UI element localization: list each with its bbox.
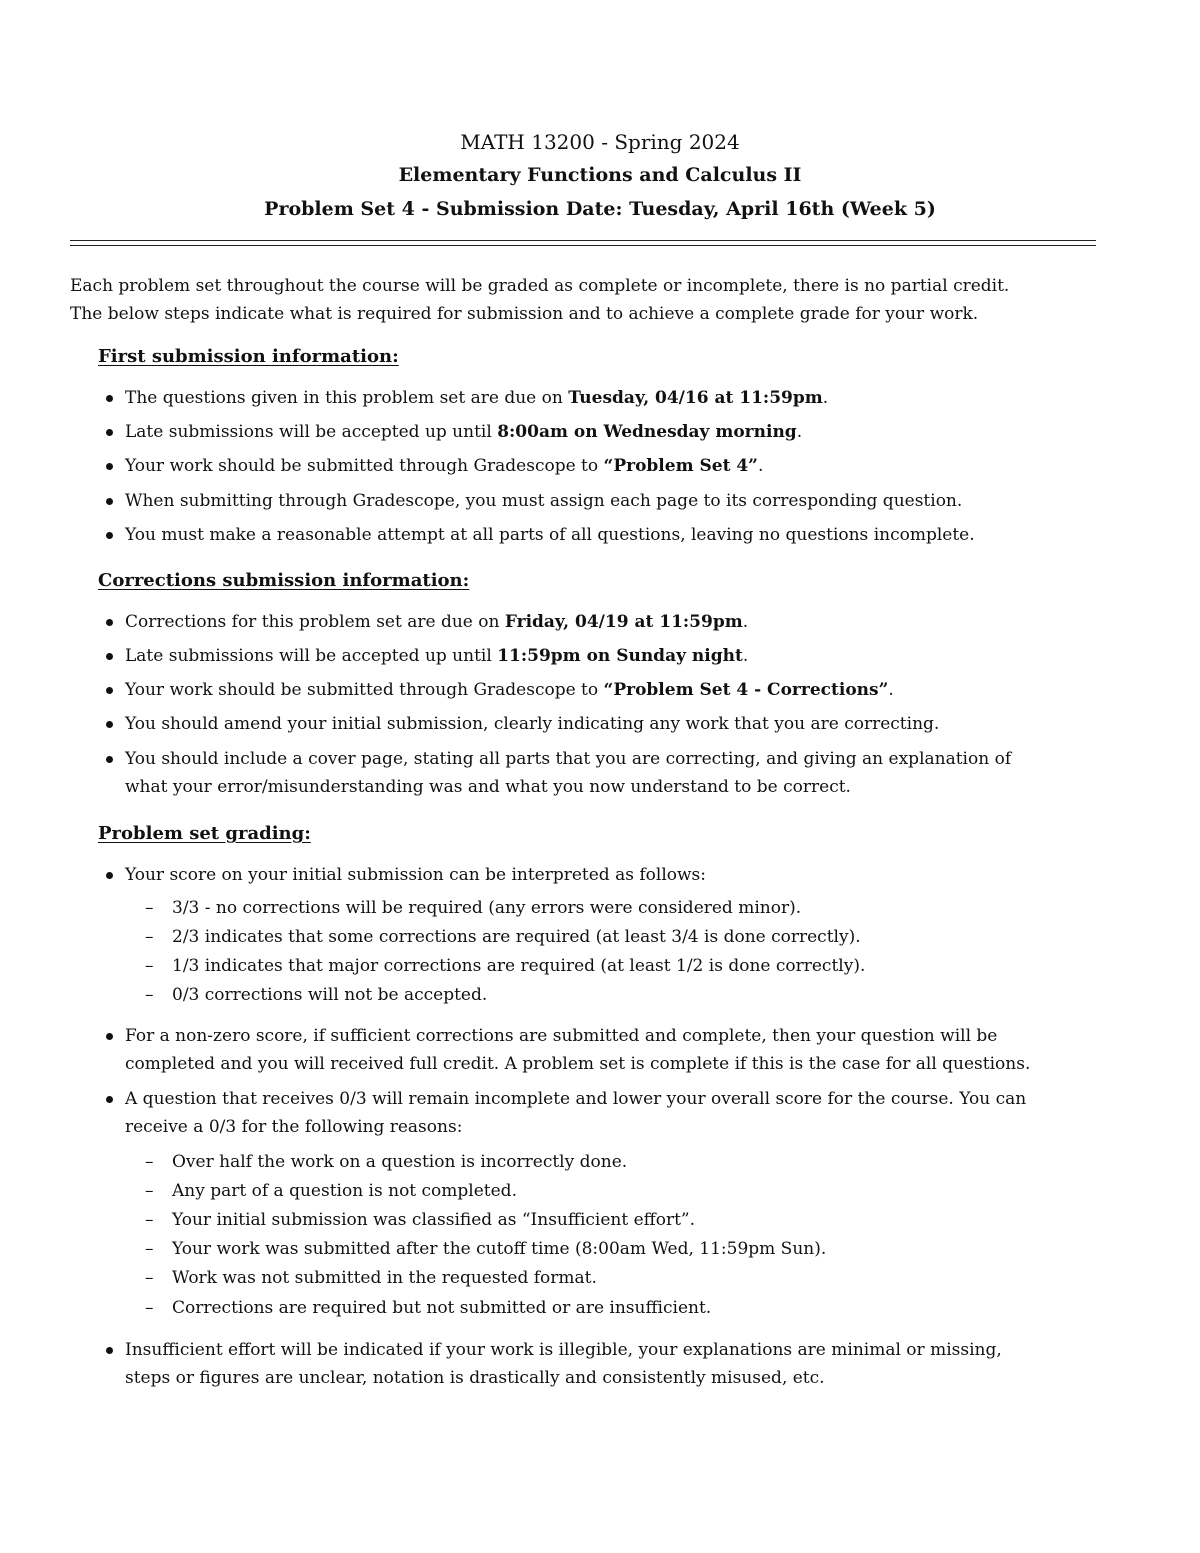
dash-icon: – [145, 1210, 154, 1230]
dash-icon: – [145, 1152, 154, 1172]
dash-icon: – [145, 1181, 154, 1201]
bullet-icon [106, 1347, 113, 1354]
item-text: . [822, 388, 829, 408]
item-text: Insufficient effort will be indicated if your work is illegible, your explanations are minimal or missing, [125, 1340, 1002, 1360]
dash-icon: – [145, 956, 154, 976]
bullet-icon [106, 721, 113, 728]
item-text: You should amend your initial submission, clearly indicating any work that you are correcting. [125, 714, 940, 734]
bullet-icon [106, 653, 113, 660]
problem-set-title: Problem Set 4 - Submission Date: Tuesday, April 16th (Week 5) [264, 198, 936, 220]
item-text: receive a 0/3 for the following reasons: [125, 1117, 463, 1137]
course-title: MATH 13200 - Spring 2024 [460, 130, 740, 154]
item-text: Your work should be submitted through Gradescope to [125, 456, 604, 476]
item-text: Late submissions will be accepted up until [125, 646, 498, 666]
course-subtitle: Elementary Functions and Calculus II [398, 164, 802, 186]
item-text: You should include a cover page, stating all parts that you are correcting, and giving an explanation of [125, 749, 1012, 769]
item-text: Corrections are required but not submitted or are insufficient. [172, 1298, 712, 1318]
item-text: For a non-zero score, if sufficient corrections are submitted and complete, then your question will be [125, 1026, 998, 1046]
first-submission-heading: First submission information: [98, 346, 399, 367]
item-text: You must make a reasonable attempt at all parts of all questions, leaving no questions incomplete. [125, 525, 975, 545]
item-text: A question that receives 0/3 will remain incomplete and lower your overall score for the course. You can [125, 1089, 1027, 1109]
assignment-name: “Problem Set 4 - Corrections” [603, 680, 889, 700]
due-date: Friday, 04/19 at 11:59pm [504, 612, 743, 632]
dash-icon: – [145, 1268, 154, 1288]
bullet-icon [106, 872, 113, 879]
bullet-icon [106, 498, 113, 505]
item-text: completed and you will received full credit. A problem set is complete if this is the case for all questions. [125, 1054, 1031, 1074]
item-text: 2/3 indicates that some corrections are required (at least 3/4 is done correctly). [172, 927, 861, 947]
bullet-icon [106, 687, 113, 694]
item-text: Any part of a question is not completed. [172, 1181, 517, 1201]
item-text: . [796, 422, 803, 442]
item-text: The questions given in this problem set are due on [125, 388, 569, 408]
item-text: Your work was submitted after the cutoff time (8:00am Wed, 11:59pm Sun). [172, 1239, 827, 1259]
item-text: Your score on your initial submission can be interpreted as follows: [125, 865, 706, 885]
assignment-name: “Problem Set 4” [603, 456, 758, 476]
dash-icon: – [145, 927, 154, 947]
item-text: Work was not submitted in the requested format. [172, 1268, 597, 1288]
bullet-icon [106, 532, 113, 539]
dash-icon: – [145, 1298, 154, 1318]
corrections-heading: Corrections submission information: [98, 570, 470, 591]
dash-icon: – [145, 1239, 154, 1259]
item-text: . [888, 680, 894, 700]
grading-heading: Problem set grading: [98, 823, 311, 844]
item-text: Your work should be submitted through Gradescope to [125, 680, 604, 700]
item-text: 0/3 corrections will not be accepted. [172, 985, 488, 1005]
bullet-icon [106, 1033, 113, 1040]
item-text: 1/3 indicates that major corrections are required (at least 1/2 is done correctly). [172, 956, 866, 976]
bullet-icon [106, 619, 113, 626]
bullet-icon [106, 395, 113, 402]
header-rule-top [70, 240, 1096, 241]
item-text: Over half the work on a question is incorrectly done. [172, 1152, 628, 1172]
item-text: . [757, 456, 764, 476]
item-text: Late submissions will be accepted up until [125, 422, 498, 442]
bullet-icon [106, 429, 113, 436]
item-text: what your error/misunderstanding was and what you now understand to be correct. [125, 777, 851, 797]
item-text: steps or figures are unclear, notation is drastically and consistently misused, etc. [125, 1368, 825, 1388]
header-rule-bottom [70, 245, 1096, 246]
bullet-icon [106, 1096, 113, 1103]
intro-line-1: Each problem set throughout the course will be graded as complete or incomplete, there is no partial credit. [70, 276, 1010, 296]
item-text: 3/3 - no corrections will be required (any errors were considered minor). [172, 898, 802, 918]
item-text: . [742, 646, 749, 666]
due-date: Tuesday, 04/16 at 11:59pm [568, 388, 823, 408]
dash-icon: – [145, 898, 154, 918]
dash-icon: – [145, 985, 154, 1005]
intro-paragraph [70, 272, 1110, 328]
bullet-icon [106, 756, 113, 763]
late-deadline: 11:59pm on Sunday night [497, 646, 743, 666]
item-text: Your initial submission was classified as “Insufficient effort”. [172, 1210, 696, 1230]
bullet-icon [106, 463, 113, 470]
late-deadline: 8:00am on Wednesday morning [497, 422, 797, 442]
item-text: When submitting through Gradescope, you must assign each page to its corresponding question. [125, 491, 963, 511]
item-text: . [742, 612, 749, 632]
intro-line-2: The below steps indicate what is required for submission and to achieve a complete grade for your work. [70, 304, 979, 324]
item-text: Corrections for this problem set are due on [125, 612, 505, 632]
